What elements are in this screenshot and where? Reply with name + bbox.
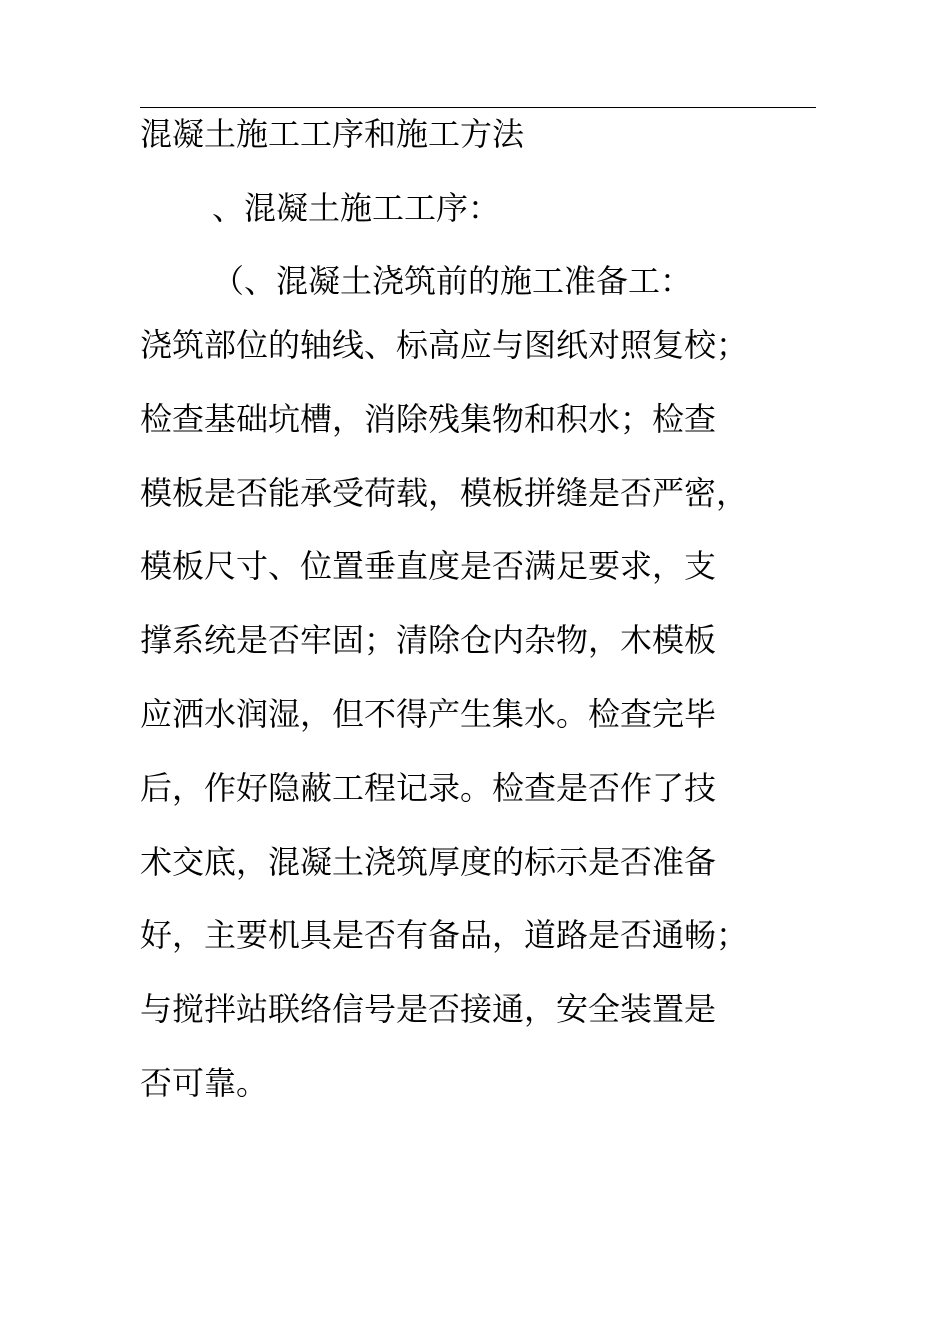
header-rule [140,107,816,108]
section-heading: 、混凝土施工工序： [212,189,501,227]
body-line: 检查基础坑槽，消除残集物和积水；检查 [140,399,717,438]
body-paragraph [140,320,820,1132]
body-line: 模板尺寸、位置垂直度是否满足要求，支 [140,547,717,586]
body-line: 模板是否能承受荷载，模板拼缝是否严密， [140,473,749,512]
body-line: 撑系统是否牢固；清除仓内杂物，木模板 [140,621,717,660]
body-line: 术交底，混凝土浇筑厚度的标示是否准备 [140,842,717,881]
body-line: 与搅拌站联络信号是否接通，安全装置是 [140,990,717,1029]
body-line: 应洒水润湿，但不得产生集水。检查完毕 [140,694,717,733]
body-line: 否可靠。 [140,1063,269,1102]
body-line: 好，主要机具是否有备品，道路是否通畅； [140,916,749,955]
subsection-heading: （、混凝土浇筑前的施工准备工： [212,262,693,300]
document-title: 混凝土施工工序和施工方法 [140,115,525,153]
body-line: 后，作好隐蔽工程记录。检查是否作了技 [140,768,717,807]
body-line: 浇筑部位的轴线、标高应与图纸对照复校； [140,326,749,364]
